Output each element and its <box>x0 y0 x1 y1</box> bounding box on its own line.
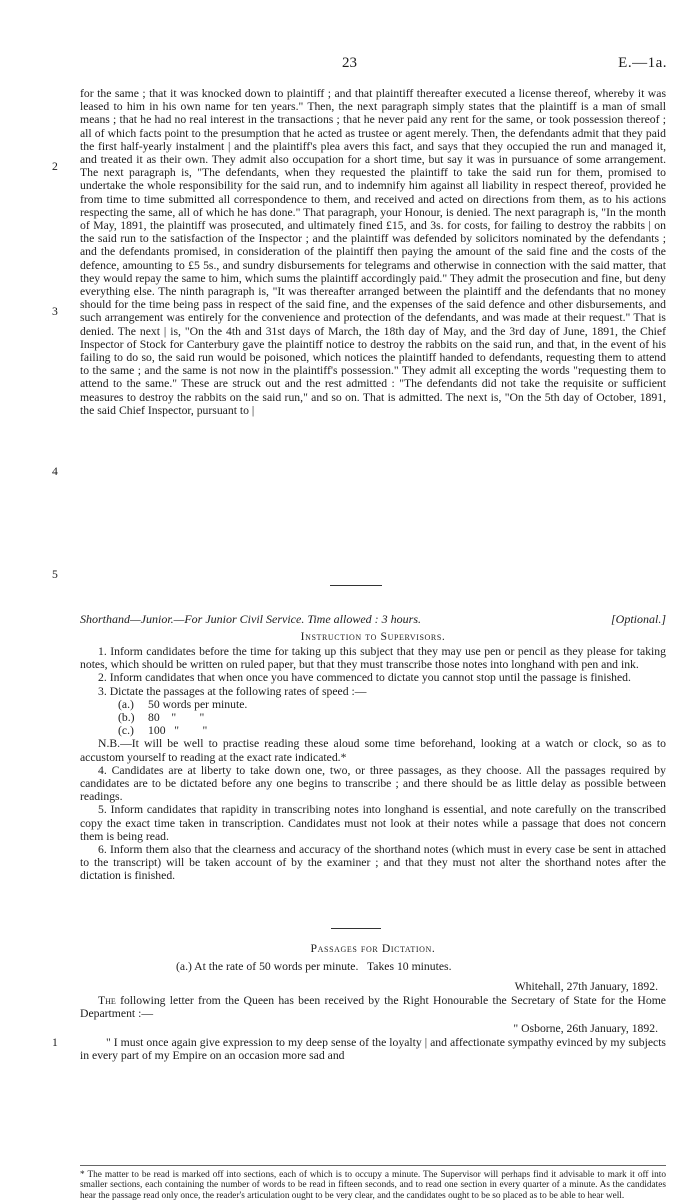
rate-label: (b.) <box>118 711 135 725</box>
rate-label: (c.) <box>118 724 134 738</box>
page-number: 23 <box>342 55 357 71</box>
instruction-heading: Instruction to Supervisors. <box>300 630 446 643</box>
margin-number: 3 <box>52 305 58 318</box>
rate-value: 100 " " <box>148 724 208 738</box>
margin-number: 5 <box>52 568 58 581</box>
rate-item <box>80 698 666 711</box>
optional-label: [Optional.] <box>610 612 666 626</box>
page-header <box>80 55 667 75</box>
passage-a-heading: (a.) At the rate of 50 words per minute. Takes 10 minutes. <box>176 960 452 973</box>
letter-text: " I must once again give expression to my deep sense of the loyalty | and affectionate sympathy evinced by my subjects in every part of my Empire on an occasion more sad and <box>80 1036 666 1063</box>
body-paragraph: for the same ; that it was knocked down to plaintiff ; and that plaintiff thereafter executed a license thereof, whereby it was leased to him in his own name for ten years." Then, the next paragraph simply states that the plaintiff is a man of small means ; that he had no real interest in the transactions ; that he never paid any rent for the same, or took possession thereof ; all of which facts point to the presumption that he acted as trustee or agent merely. Then, the defendants admit that they paid the first half-yearly instalment | and the plaintiff's plea avers this fact, and says that they occupied the run and managed it, and treated it as their own. They admit also occupation for a short time, but say it was in pursuance of some arrangement. The next paragraph is, "The defendants, when they requested the plaintiff to take the said run for them, promised to undertake the whole responsibility for the said run, and to indemnify him against all liability in respect thereof, provided he from time to time submitted all correspondence to them, and received and acted on directions from them, as to his actions respecting the same, all of which he has done." That paragraph, your Honour, is denied. The next paragraph is, "In the month of May, 1891, the plaintiff was prosecuted, and ultimately fined £15, and 3s. for costs, for failing to destroy the rabbits | on the said run to the satisfaction of the Inspector ; and the plaintiff was defended by solicitors nominated by the defendants ; and the defendants promised, in consideration of the plaintiff then paying the amount of the said fine and the costs of the defence, amounting to £5 5s., and sundry disbursements for telegrams and otherwise in connection with the said matter, that they would repay the same to him, which sums the plaintiff accordingly paid." They admit the prosecution and fine, but deny everything else. The ninth paragraph is, "It was thereafter arranged between the plaintiff and the defendants that no money should for the time being pass in respect of the said fine, and the expenses of the said defence and other disbursements, and such arrangement was entirely for the convenience and protection of the defendants, and was made at their request." That is denied. The next | is, "On the 4th and 31st days of March, the 18th day of May, and the 3rd day of June, 1891, the Chief Inspector of Stock for Canterbury gave the plaintiff notice to destroy the rabbits on the said run, and that, in the event of his failing to do so, the said run would be poisoned, which notices the plaintiff handed to defendants, requesting them to attend to the same ; and the same is not now in the plaintiff's possession." They admit all excepting the words "requesting them to attend to the same." These are struck out and the rest admitted : "The defendants did not take the requisite or sufficient measures to destroy the rabbits on the said run," and so on. That is admitted. The next is, "On the 5th day of October, 1891, the said Chief Inspector, pursuant to | <box>80 87 666 417</box>
margin-number: 2 <box>52 160 58 173</box>
footnote-rule <box>80 1165 666 1166</box>
footnote: * The matter to be read is marked off into sections, each of which is to occupy a minute. The Supervisor will perhaps find it advisable to mark it off into smaller sections, each containing the number of words to be read in fifteen seconds, and to read one section in every quarter of a minute. As the candidates hear the passage read only once, the reader's articulation ought to be very clear, and the candidates ought to be so placed as to be able to hear well. <box>80 1170 666 1201</box>
document-reference: E.—1a. <box>618 55 667 71</box>
section-divider <box>331 928 381 929</box>
section-title <box>80 612 666 626</box>
passages-heading: Passages for Dictation. <box>310 942 436 955</box>
section-title-text: Shorthand—Junior.—For Junior Civil Service. Time allowed : 3 hours. <box>80 612 421 626</box>
intro-lead: The <box>98 994 116 1007</box>
instruction-item: 6. Inform them also that the clearness and accuracy of the shorthand notes (which must in every case be sent in attached to the transcript) will be taken account of by the examiner ; and that they must not alter the shorthand notes after the dictation is finished. <box>80 843 666 883</box>
letter-place-date: " Osborne, 26th January, 1892. <box>513 1022 658 1035</box>
instruction-item: 1. Inform candidates before the time for taking up this subject that they may use pen or pencil as they please for taking notes, which should be written on ruled paper, but that they must transcribe those notes into longhand with pen and ink. <box>80 645 666 672</box>
rate-item <box>80 724 666 737</box>
margin-number: 4 <box>52 465 58 478</box>
place-date: Whitehall, 27th January, 1892. <box>514 980 658 993</box>
rate-value: 80 " " <box>148 711 205 725</box>
nota-bene: N.B.—It will be well to practise reading these aloud some time beforehand, looking at a watch or clock, so as to accustom yourself to reading at the exact rate indicated.* <box>80 737 666 764</box>
margin-number: 1 <box>52 1036 58 1049</box>
section-divider <box>330 585 382 586</box>
rate-item <box>80 711 666 724</box>
body-text <box>80 87 666 417</box>
instruction-item: 5. Inform candidates that rapidity in transcribing notes into longhand is essential, and note carefully on the transcribed copy the exact time taken in transcription. Candidates must not look at their notes while a passage that does not concern them is being read. <box>80 803 666 843</box>
intro-rest: following letter from the Queen has been received by the Right Honourable the Secretary of State for the Home Department :— <box>80 994 666 1021</box>
instruction-item: 2. Inform candidates that when once you have commenced to dictate you cannot stop until the passage is finished. <box>98 671 631 685</box>
instructions-block <box>80 645 666 883</box>
instruction-item: 3. Dictate the passages at the following rates of speed :— <box>98 684 367 698</box>
letter-intro <box>80 994 666 1020</box>
instruction-item: 4. Candidates are at liberty to take down one, two, or three passages, as they choose. All the passages required by candidates are to be dictated before any one begins to transcribe ; and there should be as little delay as possible between readings. <box>80 763 666 804</box>
rate-value: 50 words per minute. <box>148 697 248 711</box>
rate-label: (a.) <box>118 697 134 711</box>
